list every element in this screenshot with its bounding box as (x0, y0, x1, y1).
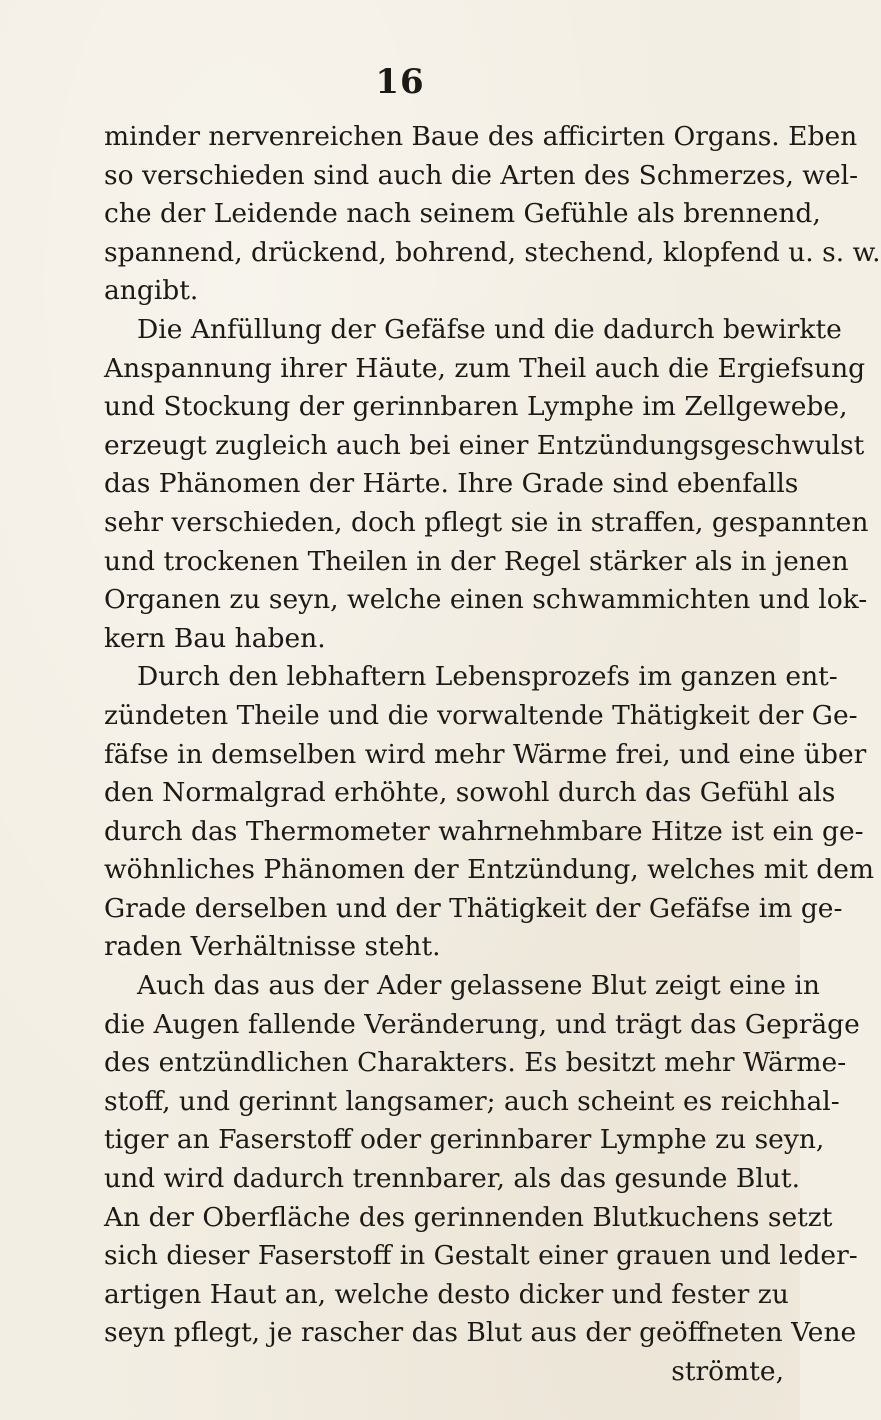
text-line: zündeten Theile und die vorwaltende Thätigkeit der Ge- (104, 699, 858, 731)
text-line: den Normalgrad erhöhte, sowohl durch das Gefühl als (104, 777, 836, 809)
text-line: fäfse in demselben wird mehr Wärme frei, und eine über (104, 738, 867, 770)
paragraph-start-line: Auch das aus der Ader gelassene Blut zeigt eine in (137, 970, 820, 1002)
page-number: 16 (375, 62, 425, 102)
text-line: angibt. (104, 275, 199, 307)
body-text (104, 118, 881, 1392)
catchword-line: strömte, (671, 1356, 784, 1387)
text-line: durch das Thermometer wahrnehmbare Hitze ist ein ge- (104, 815, 864, 847)
text-line: An der Oberfläche des gerinnenden Blutkuchens setzt (104, 1201, 833, 1233)
text-line: sich dieser Faserstoff in Gestalt einer grauen und leder- (104, 1240, 858, 1272)
text-line: die Augen fallende Veränderung, und trägt das Gepräge (104, 1008, 860, 1040)
text-line: Organen zu seyn, welche einen schwammichten und lok- (104, 584, 868, 616)
text-line: erzeugt zugleich auch bei einer Entzündungsgeschwulst (104, 429, 865, 461)
text-line: des entzündlichen Charakters. Es besitzt mehr Wärme- (104, 1047, 847, 1079)
text-line: kern Bau haben. (104, 622, 326, 654)
text-line: Anspannung ihrer Häute, zum Theil auch die Ergiefsung (104, 352, 866, 384)
text-line: und Stockung der gerinnbaren Lymphe im Zellgewebe, (104, 391, 848, 423)
text-line: spannend, drückend, bohrend, stechend, klopfend u. s. w. (104, 236, 881, 268)
text-line: Grade derselben und der Thätigkeit der Gefäfse im ge- (104, 892, 843, 924)
text-line: und trockenen Theilen in der Regel stärker als in jenen (104, 545, 849, 577)
text-line: sehr verschieden, doch pflegt sie in straffen, gespannten (104, 506, 869, 538)
text-line: che der Leidende nach seinem Gefühle als brennend, (104, 198, 821, 230)
text-line: tiger an Faserstoff oder gerinnbarer Lymphe zu seyn, (104, 1124, 825, 1156)
paragraph-start-line: Die Anfüllung der Gefäfse und die dadurch bewirkte (137, 313, 842, 345)
text-line: seyn pflegt, je rascher das Blut aus der geöffneten Vene (104, 1317, 857, 1349)
text-line: minder nervenreichen Baue des afficirten Organs. Eben (104, 121, 858, 152)
text-line: das Phänomen der Härte. Ihre Grade sind ebenfalls (104, 468, 799, 500)
paragraph-start-line: Durch den lebhaftern Lebensprozefs im ganzen ent- (137, 661, 838, 693)
text-line: und wird dadurch trennbarer, als das gesunde Blut. (104, 1163, 801, 1195)
text-line: stoff, und gerinnt langsamer; auch scheint es reichhal- (104, 1085, 840, 1117)
text-line: so verschieden sind auch die Arten des Schmerzes, wel- (104, 159, 859, 191)
text-line: artigen Haut an, welche desto dicker und fester zu (104, 1278, 789, 1310)
text-line: wöhnliches Phänomen der Entzündung, welches mit dem (104, 854, 875, 886)
text-line: raden Verhältnisse steht. (104, 931, 441, 963)
